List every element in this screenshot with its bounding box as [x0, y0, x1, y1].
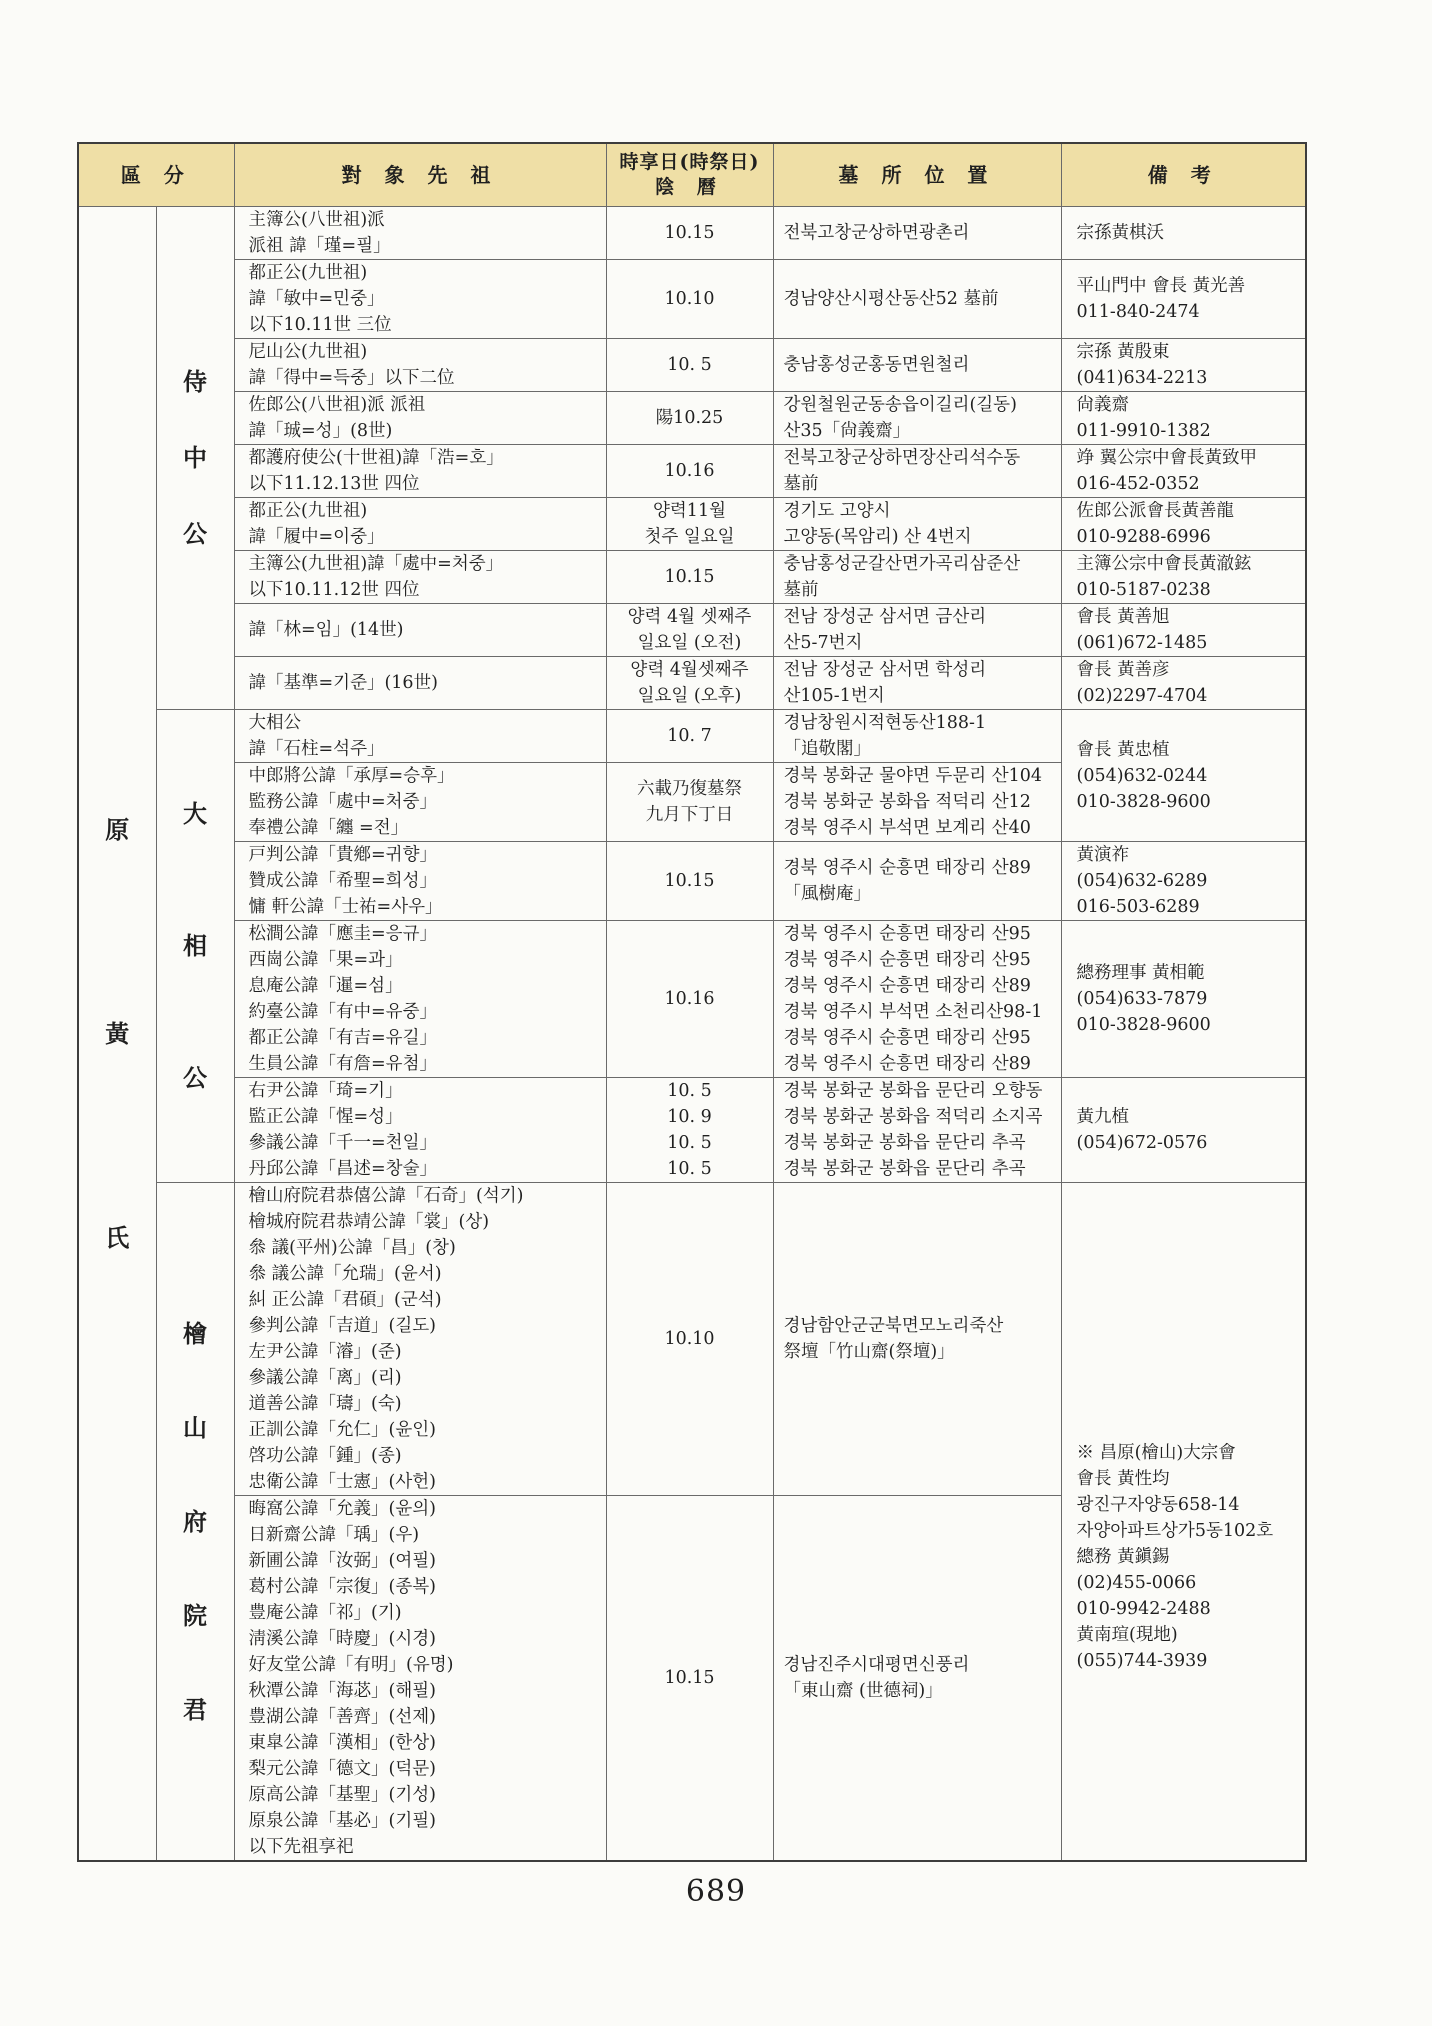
ancestor-cell-line: 正訓公諱「允仁」(윤인)	[248, 1420, 436, 1440]
rite-date-cell-line: 10. 5	[667, 1081, 712, 1101]
ancestor-cell	[234, 392, 606, 445]
rite-date-cell	[606, 260, 773, 339]
clan-name-char: 黃	[105, 1018, 130, 1048]
ancestor-rites-table	[77, 142, 1307, 1862]
table-row	[78, 498, 1306, 551]
remarks-cell-line: 010-9288-6996	[1076, 527, 1211, 547]
remarks-cell-line: 會長 黃善旭	[1076, 607, 1170, 627]
ancestor-cell-line: 晦窩公諱「允義」(윤의)	[248, 1499, 436, 1519]
ancestor-cell-line: 慵 軒公諱「士祐=사우」	[248, 897, 443, 917]
rite-date-cell	[606, 657, 773, 710]
ancestor-cell	[234, 921, 606, 1078]
ancestor-cell-line: 都正公諱「有吉=유길」	[248, 1028, 437, 1048]
clan-name-char: 原	[105, 814, 130, 844]
ancestor-cell-line: 丹邱公諱「昌述=창술」	[248, 1159, 437, 1179]
group-name-char: 君	[183, 1694, 207, 1724]
remarks-cell	[1061, 207, 1306, 260]
shared-remarks-cell-line: (055)744-3939	[1076, 1650, 1208, 1671]
grave-location-cell-line: 충남홍성군홍동면원철리	[783, 355, 970, 375]
ancestor-cell-line: 主簿公(九世祖)諱「處中=처중」	[248, 554, 504, 574]
remarks-cell-line: 黃演祚	[1076, 845, 1129, 865]
group-name-char: 公	[183, 1063, 207, 1092]
remarks-cell	[1061, 842, 1306, 921]
group-name	[156, 710, 234, 1183]
grave-location-cell	[773, 842, 1061, 921]
ancestor-cell	[234, 657, 606, 710]
grave-location-cell-line: 墓前	[783, 580, 819, 600]
grave-location-cell	[773, 260, 1061, 339]
rite-date-cell-line: 양력 4월 셋째주	[627, 607, 752, 627]
clan-name-char: 氏	[105, 1222, 130, 1252]
grave-location-cell-line: 산105-1번지	[783, 686, 885, 706]
rite-date-cell	[606, 551, 773, 604]
ancestor-cell	[234, 710, 606, 763]
remarks-cell-line: 011-9910-1382	[1076, 421, 1211, 441]
rite-date-cell	[606, 921, 773, 1078]
ancestor-cell	[234, 604, 606, 657]
shared-remarks-cell-line: 010-3828-9600	[1076, 791, 1211, 812]
grave-location-cell-line: 경남진주시대평면신풍리	[783, 1655, 970, 1675]
shared-remarks-cell-line: (054)632-0244	[1076, 765, 1208, 786]
grave-location-cell-line: 경북 영주시 순흥면 태장리 산95	[783, 1028, 1031, 1048]
rite-date-cell	[606, 207, 773, 260]
remarks-cell-line: (041)634-2213	[1076, 368, 1208, 388]
shared-remarks-cell-line: 黃南瑄(現地)	[1076, 1624, 1178, 1645]
table-row	[78, 710, 1306, 763]
remarks-cell-line: 010-5187-0238	[1076, 580, 1211, 600]
remarks-cell-line: 竫 翼公宗中會長黃致甲	[1076, 448, 1258, 468]
rite-date-cell	[606, 1183, 773, 1496]
remarks-cell-line: 宗孫 黃殷東	[1076, 342, 1170, 362]
grave-location-cell-line: 고양동(목암리) 산 4번지	[783, 527, 972, 547]
grave-location-cell	[773, 339, 1061, 392]
remarks-cell	[1061, 339, 1306, 392]
rite-date-cell	[606, 710, 773, 763]
ancestor-cell-line: 東皐公諱「漢相」(한상)	[248, 1733, 436, 1753]
ancestor-cell-line: 秋潭公諱「海苾」(해필)	[248, 1681, 436, 1701]
rite-date-cell	[606, 763, 773, 842]
ancestor-cell	[234, 260, 606, 339]
grave-location-cell-line: 전북고창군상하면장산리석수동	[783, 448, 1021, 468]
remarks-cell-line: 佐郎公派會長黃善龍	[1076, 501, 1234, 521]
ancestor-cell	[234, 1496, 606, 1862]
ancestor-cell	[234, 842, 606, 921]
ancestor-cell	[234, 498, 606, 551]
ancestor-cell-line: 主簿公(八世祖)派	[248, 210, 385, 230]
ancestor-cell-line: 奉禮公諱「纏 =전」	[248, 818, 409, 838]
grave-location-cell-line: 경북 봉화군 봉화읍 문단리 추곡	[783, 1133, 1026, 1153]
rite-date-cell-line: 10. 7	[667, 726, 712, 746]
remarks-cell-line: (054)632-6289	[1076, 871, 1208, 891]
grave-location-cell-line: 「風樹庵」	[783, 884, 871, 904]
ancestor-cell-line: 諱「珹=성」(8世)	[248, 421, 393, 441]
group-name-char: 相	[183, 931, 207, 960]
ancestor-cell	[234, 551, 606, 604]
ancestor-cell-line: 啓功公諱「鍾」(종)	[248, 1446, 402, 1466]
rite-date-cell-line: 10.10	[664, 289, 715, 309]
remarks-cell	[1061, 260, 1306, 339]
shared-remarks-cell-line: 總務 黃鎭錫	[1076, 1546, 1170, 1567]
table-row	[78, 260, 1306, 339]
rite-date-cell-line: 10. 9	[667, 1107, 712, 1127]
table-row	[78, 445, 1306, 498]
shared-remarks-cell-line: 광진구자양동658-14	[1076, 1494, 1240, 1515]
header-remarks: 備 考	[1061, 143, 1306, 207]
grave-location-cell-line: 「東山齋 (世德祠)」	[783, 1681, 943, 1701]
grave-location-cell	[773, 551, 1061, 604]
grave-location-cell	[773, 710, 1061, 763]
ancestor-cell-line: 中郎將公諱「承厚=승후」	[248, 766, 455, 786]
ancestor-cell	[234, 1078, 606, 1183]
grave-location-cell-line: 강원철원군동송읍이길리(길동)	[783, 395, 1017, 415]
grave-location-cell-line: 경북 영주시 순흥면 태장리 산89	[783, 976, 1031, 996]
group-name-char: 大	[183, 799, 207, 828]
ancestor-cell-line: 右尹公諱「琦=기」	[248, 1081, 403, 1101]
grave-location-cell-line: 경남함안군군북면모노리죽산	[783, 1316, 1004, 1336]
table-row	[78, 1078, 1306, 1183]
rite-date-cell	[606, 1078, 773, 1183]
ancestor-cell-line: 約臺公諱「有中=유중」	[248, 1002, 437, 1022]
table-row	[78, 551, 1306, 604]
rite-date-cell-line: 양력 4월셋째주	[630, 660, 749, 680]
group-name-char: 檜	[183, 1318, 207, 1348]
ancestor-cell-line: 以下11.12.13世 四位	[248, 474, 420, 494]
ancestor-cell-line: 參議公諱「千一=천일」	[248, 1133, 437, 1153]
ancestor-cell-line: 諱「基準=기준」(16世)	[248, 673, 438, 693]
ancestor-cell-line: 以下10.11世 三位	[248, 315, 392, 335]
ancestor-cell-line: 新圃公諱「汝弼」(여필)	[248, 1551, 436, 1571]
rite-date-cell-line: 양력11월	[653, 501, 726, 521]
table-row	[78, 1183, 1306, 1496]
remarks-cell-line: 總務理事 黃相範	[1076, 963, 1205, 983]
grave-location-cell-line: 경북 봉화군 봉화읍 문단리 오향동	[783, 1081, 1043, 1101]
ancestor-cell-line: 原高公諱「基聖」(기성)	[248, 1785, 436, 1805]
remarks-cell-line: 平山門中 會長 黃光善	[1076, 276, 1246, 296]
remarks-cell	[1061, 551, 1306, 604]
grave-location-cell	[773, 1183, 1061, 1496]
ancestor-cell-line: 諱「石柱=석주」	[248, 739, 385, 759]
grave-location-cell-line: 전북고창군상하면광촌리	[783, 223, 970, 243]
rite-date-cell-line: 10.16	[664, 989, 715, 1009]
clan-name	[78, 207, 156, 1862]
grave-location-cell-line: 전남 장성군 삼서면 금산리	[783, 607, 987, 627]
table-row	[78, 921, 1306, 1078]
remarks-cell-line: (02)2297-4704	[1076, 686, 1208, 706]
grave-location-cell-line: 경북 영주시 순흥면 태장리 산89	[783, 858, 1031, 878]
remarks-cell	[1061, 921, 1306, 1078]
shared-remarks-cell-line: ※ 昌原(檜山)大宗會	[1076, 1442, 1236, 1463]
grave-location-cell	[773, 207, 1061, 260]
grave-location-cell	[773, 763, 1061, 842]
remarks-cell-line: 會長 黃善彦	[1076, 660, 1170, 680]
grave-location-cell-line: 산35「尙義齋」	[783, 421, 911, 441]
group-name	[156, 1183, 234, 1862]
grave-location-cell-line: 「追敬閣」	[783, 739, 871, 759]
table-body	[78, 207, 1306, 1862]
ancestor-cell-line: 監正公諱「惺=성」	[248, 1107, 403, 1127]
rite-date-cell	[606, 445, 773, 498]
grave-location-cell-line: 경북 봉화군 봉화읍 적덕리 산12	[783, 792, 1031, 812]
grave-location-cell-line: 경북 봉화군 봉화읍 문단리 추곡	[783, 1159, 1026, 1179]
ancestor-cell-line: 生員公諱「有詹=유첨」	[248, 1054, 437, 1074]
ancestor-cell-line: 道善公諱「璹」(숙)	[248, 1394, 402, 1414]
table-row	[78, 657, 1306, 710]
remarks-cell-line: (054)633-7879	[1076, 989, 1208, 1009]
grave-location-cell-line: 경남양산시평산동산52 墓前	[783, 289, 999, 309]
ancestor-cell-line: 西崗公諱「果=과」	[248, 950, 403, 970]
ancestor-cell-line: 糾 正公諱「君碩」(군석)	[248, 1290, 442, 1310]
table-row	[78, 207, 1306, 260]
shared-remarks-cell-line: (02)455-0066	[1076, 1572, 1197, 1593]
ancestor-cell-line: 戸判公諱「貴鄕=귀향」	[248, 845, 437, 865]
page-number: 689	[685, 1874, 747, 1909]
ancestor-cell-line: 左尹公諱「濬」(준)	[248, 1342, 402, 1362]
ancestor-cell-line: 諱「林=임」(14世)	[248, 620, 404, 640]
ancestor-cell-line: 諱「履中=이중」	[248, 527, 385, 547]
ancestor-cell	[234, 445, 606, 498]
remarks-cell	[1061, 1078, 1306, 1183]
rite-date-cell-line: 陽10.25	[655, 408, 724, 428]
rite-date-cell-line: 10.15	[664, 1668, 715, 1688]
rite-date-cell-line: 10. 5	[667, 355, 712, 375]
rite-date-cell-line: 10. 5	[667, 1133, 712, 1153]
grave-location-cell	[773, 392, 1061, 445]
table-row	[78, 339, 1306, 392]
grave-location-cell-line: 경북 봉화군 물야면 두문리 산104	[783, 766, 1043, 786]
group-name-char: 院	[183, 1600, 207, 1630]
remarks-cell	[1061, 445, 1306, 498]
table-row	[78, 392, 1306, 445]
grave-location-cell	[773, 1078, 1061, 1183]
remarks-cell-line: 011-840-2474	[1076, 302, 1200, 322]
ancestor-cell-line: 叅 議公諱「允瑞」(윤서)	[248, 1264, 442, 1284]
ancestor-cell-line: 贊成公諱「希聖=희성」	[248, 871, 437, 891]
grave-location-cell-line: 경남창원시적현동산188-1	[783, 713, 987, 733]
ancestor-cell-line: 葛村公諱「宗復」(종복)	[248, 1577, 436, 1597]
remarks-cell-line: (054)672-0576	[1076, 1133, 1208, 1153]
header-division: 區 分	[78, 143, 234, 207]
rite-date-cell-line: 10.16	[664, 461, 715, 481]
rite-date-cell	[606, 392, 773, 445]
rite-date-cell	[606, 498, 773, 551]
grave-location-cell	[773, 921, 1061, 1078]
header-location: 墓 所 位 置	[773, 143, 1061, 207]
grave-location-cell-line: 충남홍성군갈산면가곡리삼준산	[783, 554, 1021, 574]
rite-date-cell	[606, 842, 773, 921]
shared-remarks-cell	[1061, 1183, 1306, 1862]
grave-location-cell-line: 墓前	[783, 474, 819, 494]
remarks-cell-line: 宗孫黃棋沃	[1076, 223, 1164, 243]
ancestor-cell-line: 佐郎公(八世祖)派 派祖	[248, 395, 426, 415]
rite-date-cell-line: 10.15	[664, 567, 715, 587]
ancestor-cell-line: 松澗公諱「應圭=응규」	[248, 924, 437, 944]
ancestor-cell-line: 好友堂公諱「有明」(유명)	[248, 1655, 454, 1675]
ancestor-cell-line: 尼山公(九世祖)	[248, 342, 368, 362]
shared-remarks-cell-line: 자양아파트상가5동102호	[1076, 1520, 1274, 1541]
grave-location-cell-line: 경북 영주시 순흥면 태장리 산89	[783, 1054, 1031, 1074]
ancestor-cell-line: 派祖 諱「瑾=필」	[248, 236, 391, 256]
rite-date-cell-line: 10.15	[664, 871, 715, 891]
remarks-cell	[1061, 498, 1306, 551]
group-name-char: 公	[183, 519, 207, 548]
grave-location-cell-line: 경북 영주시 부석면 소천리산98-1	[783, 1002, 1043, 1022]
shared-remarks-cell	[1061, 710, 1306, 842]
ancestor-cell	[234, 339, 606, 392]
header-ancestor: 對 象 先 祖	[234, 143, 606, 207]
ancestor-cell-line: 忠衛公諱「士憲」(사헌)	[248, 1472, 436, 1492]
ancestor-cell-line: 以下10.11.12世 四位	[248, 580, 420, 600]
shared-remarks-cell-line: 010-9942-2488	[1076, 1598, 1211, 1619]
shared-remarks-cell-line: 會長 黃忠植	[1076, 739, 1170, 760]
ancestor-cell-line: 豊湖公諱「善齊」(선제)	[248, 1707, 436, 1727]
grave-location-cell-line: 산5-7번지	[783, 633, 863, 653]
grave-location-cell-line: 경북 영주시 순흥면 태장리 산95	[783, 950, 1031, 970]
rite-date-cell-line: 九月下丁日	[645, 805, 734, 825]
rite-date-cell-line: 10.10	[664, 1329, 715, 1349]
remarks-cell-line: 尙義齋	[1076, 395, 1129, 415]
grave-location-cell-line: 경기도 고양시	[783, 501, 891, 521]
grave-location-cell-line: 경북 봉화군 봉화읍 적덕리 소지곡	[783, 1107, 1043, 1127]
ancestor-cell	[234, 1183, 606, 1496]
remarks-cell-line: 010-3828-9600	[1076, 1015, 1211, 1035]
ancestor-cell-line: 都正公(九世祖)	[248, 501, 368, 521]
header-row	[78, 143, 1306, 207]
ancestor-cell-line: 豊庵公諱「祁」(기)	[248, 1603, 402, 1623]
ancestor-cell	[234, 207, 606, 260]
group-name	[156, 207, 234, 710]
header-rite-date-line2: 陰 曆	[655, 176, 724, 198]
remarks-cell-line: 016-452-0352	[1076, 474, 1200, 494]
group-name-char: 府	[183, 1506, 207, 1536]
rite-date-cell-line: 10.15	[664, 223, 715, 243]
ancestor-cell-line: 參議公諱「离」(리)	[248, 1368, 402, 1388]
ancestor-cell-line: 監務公諱「處中=처중」	[248, 792, 437, 812]
group-name-char: 侍	[183, 367, 207, 396]
remarks-cell	[1061, 604, 1306, 657]
grave-location-cell-line: 경북 영주시 순흥면 태장리 산95	[783, 924, 1031, 944]
ancestor-cell-line: 大相公	[248, 713, 301, 733]
remarks-cell-line: 主簿公宗中會長黃澈鉉	[1076, 554, 1252, 574]
ancestor-cell-line: 叅 議(平州)公諱「昌」(창)	[248, 1238, 456, 1258]
header-rite-date	[606, 143, 773, 207]
remarks-cell-line: 016-503-6289	[1076, 897, 1200, 917]
remarks-cell	[1061, 657, 1306, 710]
grave-location-cell	[773, 1496, 1061, 1862]
grave-location-cell	[773, 657, 1061, 710]
rite-date-cell-line: 일요일 (오전)	[637, 633, 742, 653]
rite-date-cell	[606, 1496, 773, 1862]
grave-location-cell	[773, 445, 1061, 498]
rite-date-cell	[606, 604, 773, 657]
rite-date-cell-line: 첫주 일요일	[644, 527, 735, 547]
ancestor-cell-line: 日新齋公諱「瑀」(우)	[248, 1525, 420, 1545]
remarks-cell-line: (061)672-1485	[1076, 633, 1208, 653]
ancestor-cell-line: 都護府使公(十世祖)諱「浩=호」	[248, 448, 504, 468]
grave-location-cell-line: 전남 장성군 삼서면 학성리	[783, 660, 987, 680]
ancestor-cell-line: 諱「得中=득중」以下二位	[248, 368, 455, 388]
ancestor-cell-line: 梨元公諱「德文」(덕문)	[248, 1759, 436, 1779]
table-row	[78, 604, 1306, 657]
ancestor-cell	[234, 763, 606, 842]
grave-location-cell-line: 경북 영주시 부석면 보계리 산40	[783, 818, 1031, 838]
ancestor-cell-line: 以下先祖享祀	[248, 1837, 354, 1857]
grave-location-cell	[773, 498, 1061, 551]
ancestor-cell-line: 原泉公諱「基必」(기필)	[248, 1811, 436, 1831]
rite-date-cell-line: 일요일 (오후)	[637, 686, 742, 706]
rite-date-cell	[606, 339, 773, 392]
header-rite-date-line1: 時享日(時祭日)	[619, 151, 760, 173]
ancestor-cell-line: 檜山府院君恭僖公諱「石奇」(석기)	[248, 1186, 524, 1206]
group-name-char: 中	[183, 443, 207, 472]
ancestor-cell-line: 諱「敏中=민중」	[248, 289, 385, 309]
ancestor-cell-line: 息庵公諱「暹=섬」	[248, 976, 403, 996]
ancestor-cell-line: 參判公諱「吉道」(길도)	[248, 1316, 436, 1336]
remarks-cell-line: 黃九植	[1076, 1107, 1129, 1127]
grave-location-cell	[773, 604, 1061, 657]
group-name-char: 山	[183, 1412, 207, 1442]
ancestor-cell-line: 淸溪公諱「時慶」(시경)	[248, 1629, 436, 1649]
grave-location-cell-line: 祭壇「竹山齋(祭壇)」	[783, 1342, 955, 1362]
table-row	[78, 842, 1306, 921]
ancestor-cell-line: 都正公(九世祖)	[248, 263, 368, 283]
rite-date-cell-line: 六載乃復墓祭	[637, 779, 742, 799]
ancestor-cell-line: 檜城府院君恭靖公諱「裳」(상)	[248, 1212, 490, 1232]
remarks-cell	[1061, 392, 1306, 445]
rite-date-cell-line: 10. 5	[667, 1159, 712, 1179]
shared-remarks-cell-line: 會長 黃性均	[1076, 1468, 1170, 1489]
